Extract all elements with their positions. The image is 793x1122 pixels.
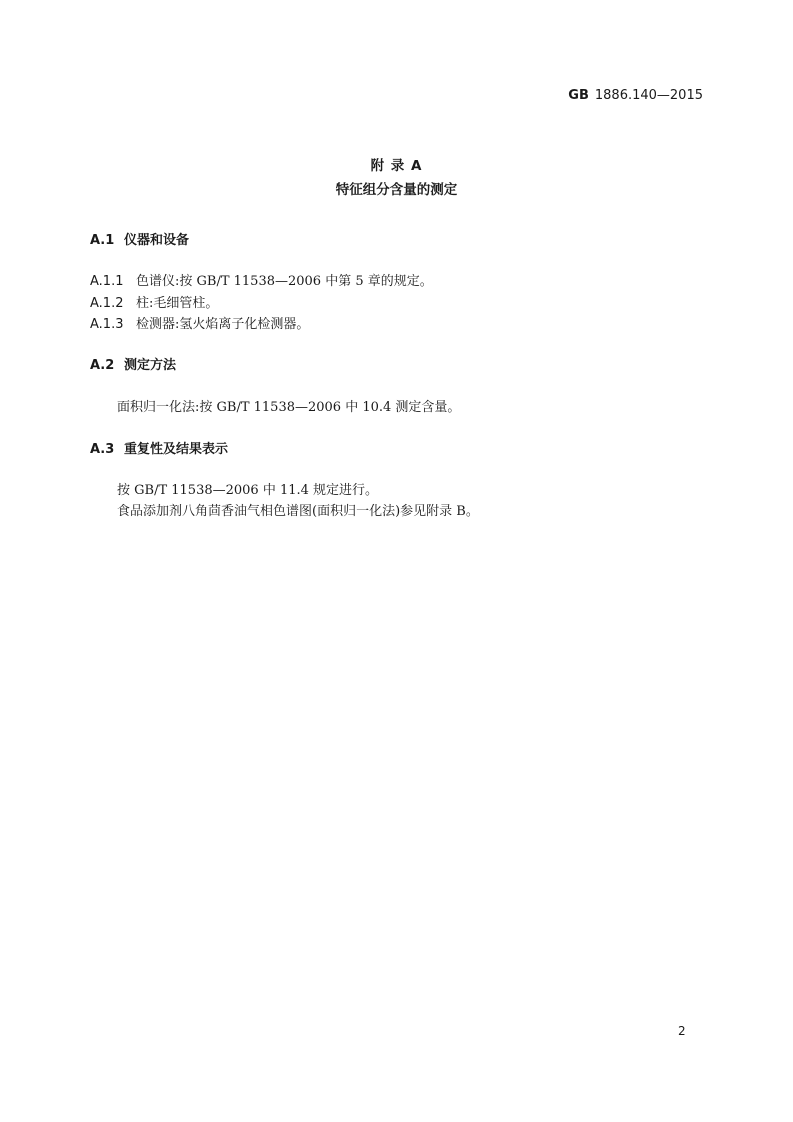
gb-prefix: GB	[568, 88, 589, 103]
annex-subtitle: 特征组分含量的测定	[335, 182, 458, 198]
annex-title: 附 录 A	[370, 158, 423, 174]
item-a1-1	[90, 270, 433, 289]
standard-number: 1886.140—2015	[594, 88, 703, 103]
section-title: 测定方法	[124, 358, 177, 373]
section-a2-paragraph: 面积归一化法:按 GB/T 11538—2006 中 10.4 测定含量。	[117, 400, 461, 415]
section-title: 仪器和设备	[124, 233, 190, 248]
item-number: A.1.2	[90, 296, 124, 311]
item-text: 检测器:氢火焰离子化检测器。	[136, 317, 310, 332]
item-a1-2	[90, 292, 218, 311]
section-a3-heading	[90, 438, 228, 457]
section-number: A.3	[90, 442, 115, 457]
item-text: 色谱仪:按 GB/T 11538—2006 中第 5 章的规定。	[136, 274, 433, 289]
document-header	[568, 88, 703, 103]
item-number: A.1.1	[90, 274, 124, 289]
section-number: A.1	[90, 233, 115, 248]
page-number: 2	[678, 1024, 686, 1038]
item-text: 柱:毛细管柱。	[136, 296, 219, 311]
section-a2-heading	[90, 354, 176, 373]
item-number: A.1.3	[90, 317, 124, 332]
section-number: A.2	[90, 358, 115, 373]
section-title: 重复性及结果表示	[124, 442, 229, 457]
section-a1-heading	[90, 229, 189, 248]
item-a1-3	[90, 313, 309, 332]
section-a3-paragraph-1: 按 GB/T 11538—2006 中 11.4 规定进行。	[117, 483, 379, 498]
section-a3-paragraph-2: 食品添加剂八角茴香油气相色谱图(面积归一化法)参见附录 B。	[117, 504, 479, 519]
